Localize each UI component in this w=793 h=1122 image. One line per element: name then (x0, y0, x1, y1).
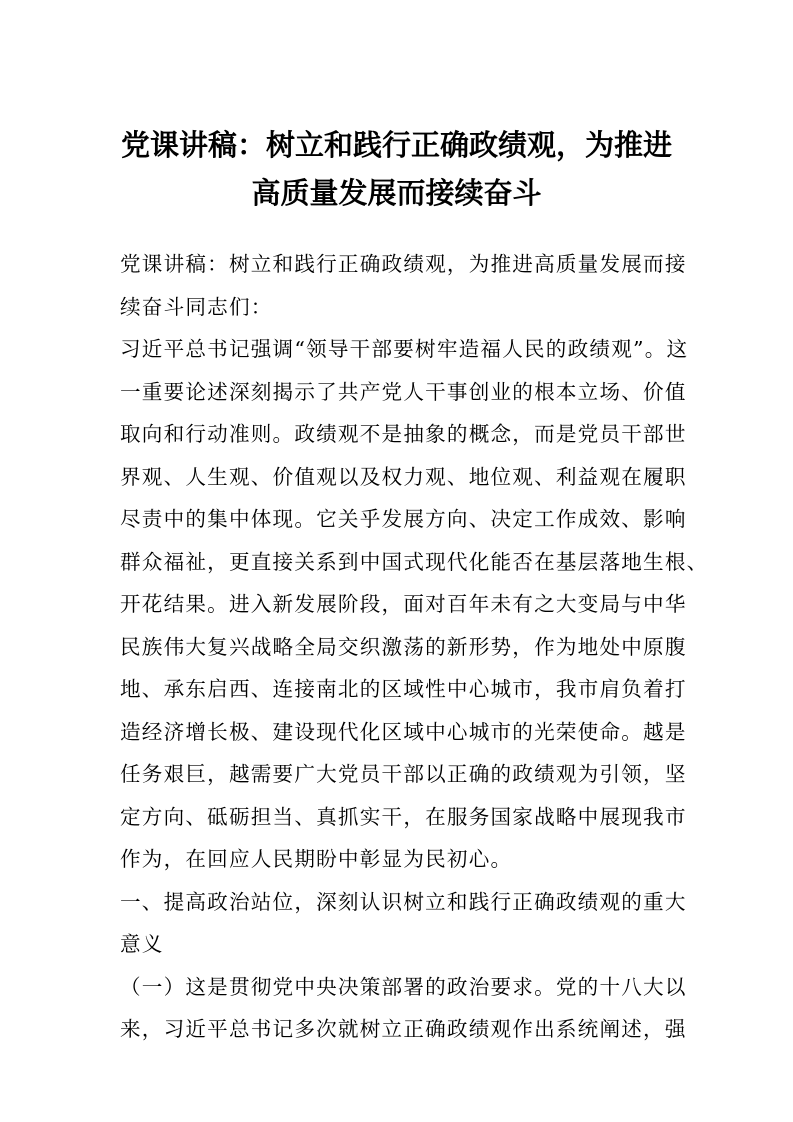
document-title-line-1: 党课讲稿：树立和践行正确政绩观，为推进 (120, 128, 672, 162)
body-line: 党课讲稿：树立和践行正确政绩观，为推进高质量发展而接 (120, 252, 687, 276)
body-line: 群众福祉，更直接关系到中国式现代化能否在基层落地生根、 (120, 549, 709, 574)
body-line: 取向和行动准则。政绩观不是抽象的概念，而是党员干部世 (120, 422, 687, 446)
section-heading-line: 意义 (120, 932, 164, 956)
body-line: 界观、人生观、价值观以及权力观、地位观、利益观在履职 (120, 464, 687, 489)
body-line: 作为，在回应人民期盼中彰显为民初心。 (120, 847, 513, 871)
body-line: 来，习近平总书记多次就树立正确政绩观作出系统阐述，强 (120, 1017, 687, 1041)
body-line: （一）这是贯彻党中央决策部署的政治要求。党的十八大以 (120, 974, 687, 999)
body-line: 续奋斗同志们： (120, 294, 273, 319)
body-line: 开花结果。进入新发展阶段，面对百年未有之大变局与中华 (120, 592, 687, 616)
document-title-line-2: 高质量发展而接续奋斗 (251, 176, 542, 210)
body-line: 习近平总书记强调“领导干部要树牢造福人民的政绩观”。这 (120, 337, 689, 361)
body-line: 造经济增长极、建设现代化区域中心城市的光荣使命。越是 (120, 719, 687, 744)
section-heading-line: 一、提高政治站位，深刻认识树立和践行正确政绩观的重大 (120, 889, 687, 914)
body-line: 地、承东启西、连接南北的区域性中心城市，我市肩负着打 (120, 677, 687, 701)
document-body (120, 243, 709, 1051)
body-line: 尽责中的集中体现。它关乎发展方向、决定工作成效、影响 (120, 507, 687, 531)
body-line: 民族伟大复兴战略全局交织激荡的新形势，作为地处中原腹 (120, 634, 687, 659)
body-line: 任务艰巨，越需要广大党员干部以正确的政绩观为引领，坚 (120, 762, 687, 786)
body-line: 定方向、砥砺担当、真抓实干，在服务国家战略中展现我市 (120, 804, 687, 829)
body-line: 一重要论述深刻揭示了共产党人干事创业的根本立场、价值 (120, 379, 687, 404)
